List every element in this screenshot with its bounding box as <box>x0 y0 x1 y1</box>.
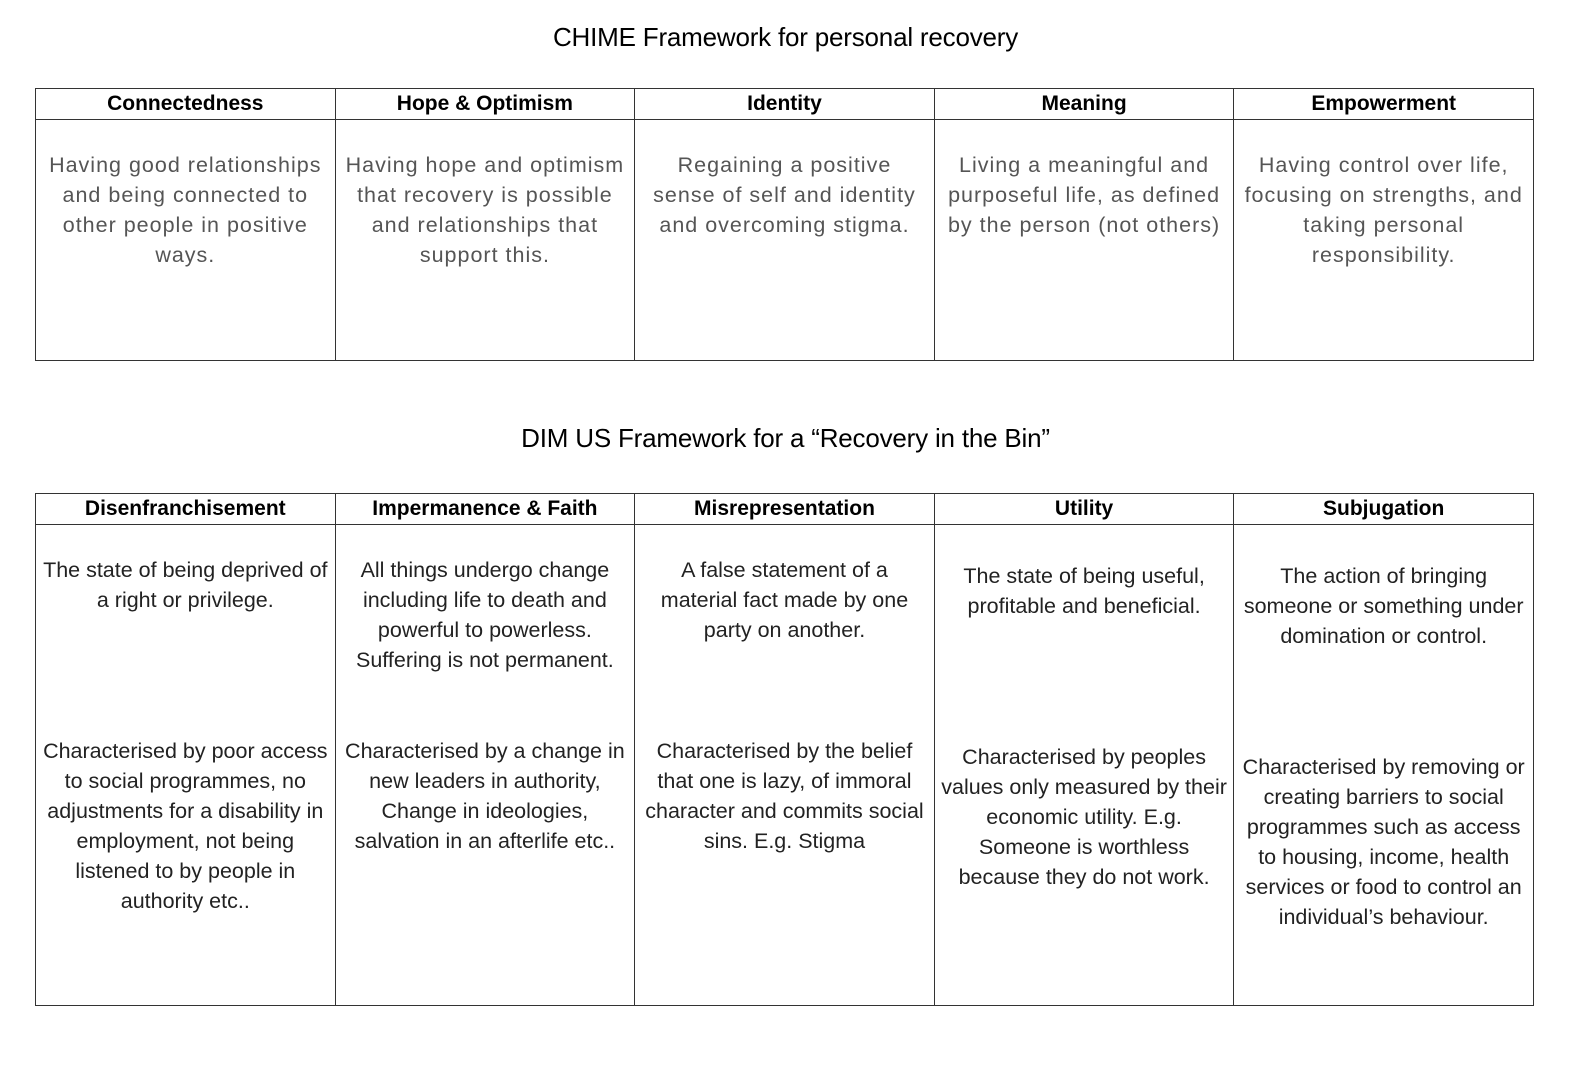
dimus-cell-impermanence-faith <box>335 525 635 1006</box>
chime-framework-title: CHIME Framework for personal recovery <box>552 22 1019 52</box>
dimus-table <box>35 493 1534 1006</box>
dimus-cell-subjugation <box>1234 525 1534 1006</box>
dimus-characterised-impermanence-faith: Characterised by a change in new leaders in authority, Change in ideologies, salvation in an afterlife etc.. <box>345 739 625 853</box>
dimus-framework-title: DIM US Framework for a “Recovery in the Bin” <box>521 423 1050 453</box>
chime-heading-hope-optimism: Hope & Optimism <box>335 89 635 120</box>
chime-body-row <box>36 120 1534 361</box>
chime-text-meaning: Living a meaningful and purposeful life, as defined by the person (not others) <box>934 120 1234 361</box>
dimus-body-row <box>36 525 1534 1006</box>
chime-header-row <box>36 89 1534 120</box>
chime-heading-meaning: Meaning <box>934 89 1234 120</box>
dimus-header-row <box>36 494 1534 525</box>
dimus-characterised-subjugation: Characterised by removing or creating barriers to social programmes such as access to housing, income, health services or food to control an individual’s behaviour. <box>1242 755 1525 929</box>
dimus-heading-impermanence-faith: Impermanence & Faith <box>335 494 635 525</box>
dimus-definition-disenfranchisement: The state of being deprived of a right or privilege. <box>43 558 328 612</box>
dimus-cell-disenfranchisement <box>36 525 336 1006</box>
chime-text-hope-optimism: Having hope and optimism that recovery is possible and relationships that support this. <box>335 120 635 361</box>
dimus-heading-utility: Utility <box>934 494 1234 525</box>
dimus-definition-utility: The state of being useful, profitable and beneficial. <box>963 564 1205 618</box>
chime-text-connectedness: Having good relationships and being connected to other people in positive ways. <box>36 120 336 361</box>
chime-text-identity: Regaining a positive sense of self and identity and overcoming stigma. <box>635 120 935 361</box>
dimus-cell-misrepresentation <box>635 525 935 1006</box>
dimus-characterised-misrepresentation: Characterised by the belief that one is lazy, of immoral character and commits social sins. E.g. Stigma <box>645 739 924 853</box>
dimus-characterised-utility: Characterised by peoples values only measured by their economic utility. E.g. Someone is worthless because they do not work. <box>941 745 1227 889</box>
dimus-characterised-disenfranchisement: Characterised by poor access to social programmes, no adjustments for a disability in employment, not being listened to by people in authority etc.. <box>43 739 328 913</box>
dimus-heading-disenfranchisement: Disenfranchisement <box>36 494 336 525</box>
chime-heading-connectedness: Connectedness <box>36 89 336 120</box>
dimus-cell-utility <box>934 525 1234 1006</box>
dimus-definition-misrepresentation: A false statement of a material fact made by one party on another. <box>660 558 909 642</box>
dimus-heading-subjugation: Subjugation <box>1234 494 1534 525</box>
chime-heading-identity: Identity <box>635 89 935 120</box>
dimus-definition-subjugation: The action of bringing someone or something under domination or control. <box>1243 564 1524 648</box>
chime-table <box>35 88 1534 361</box>
dimus-heading-misrepresentation: Misrepresentation <box>635 494 935 525</box>
chime-text-empowerment: Having control over life, focusing on strengths, and taking personal responsibility. <box>1234 120 1534 361</box>
chime-heading-empowerment: Empowerment <box>1234 89 1534 120</box>
dimus-definition-impermanence-faith: All things undergo change including life to death and powerful to powerless. Suffering is not permanent. <box>356 558 614 672</box>
